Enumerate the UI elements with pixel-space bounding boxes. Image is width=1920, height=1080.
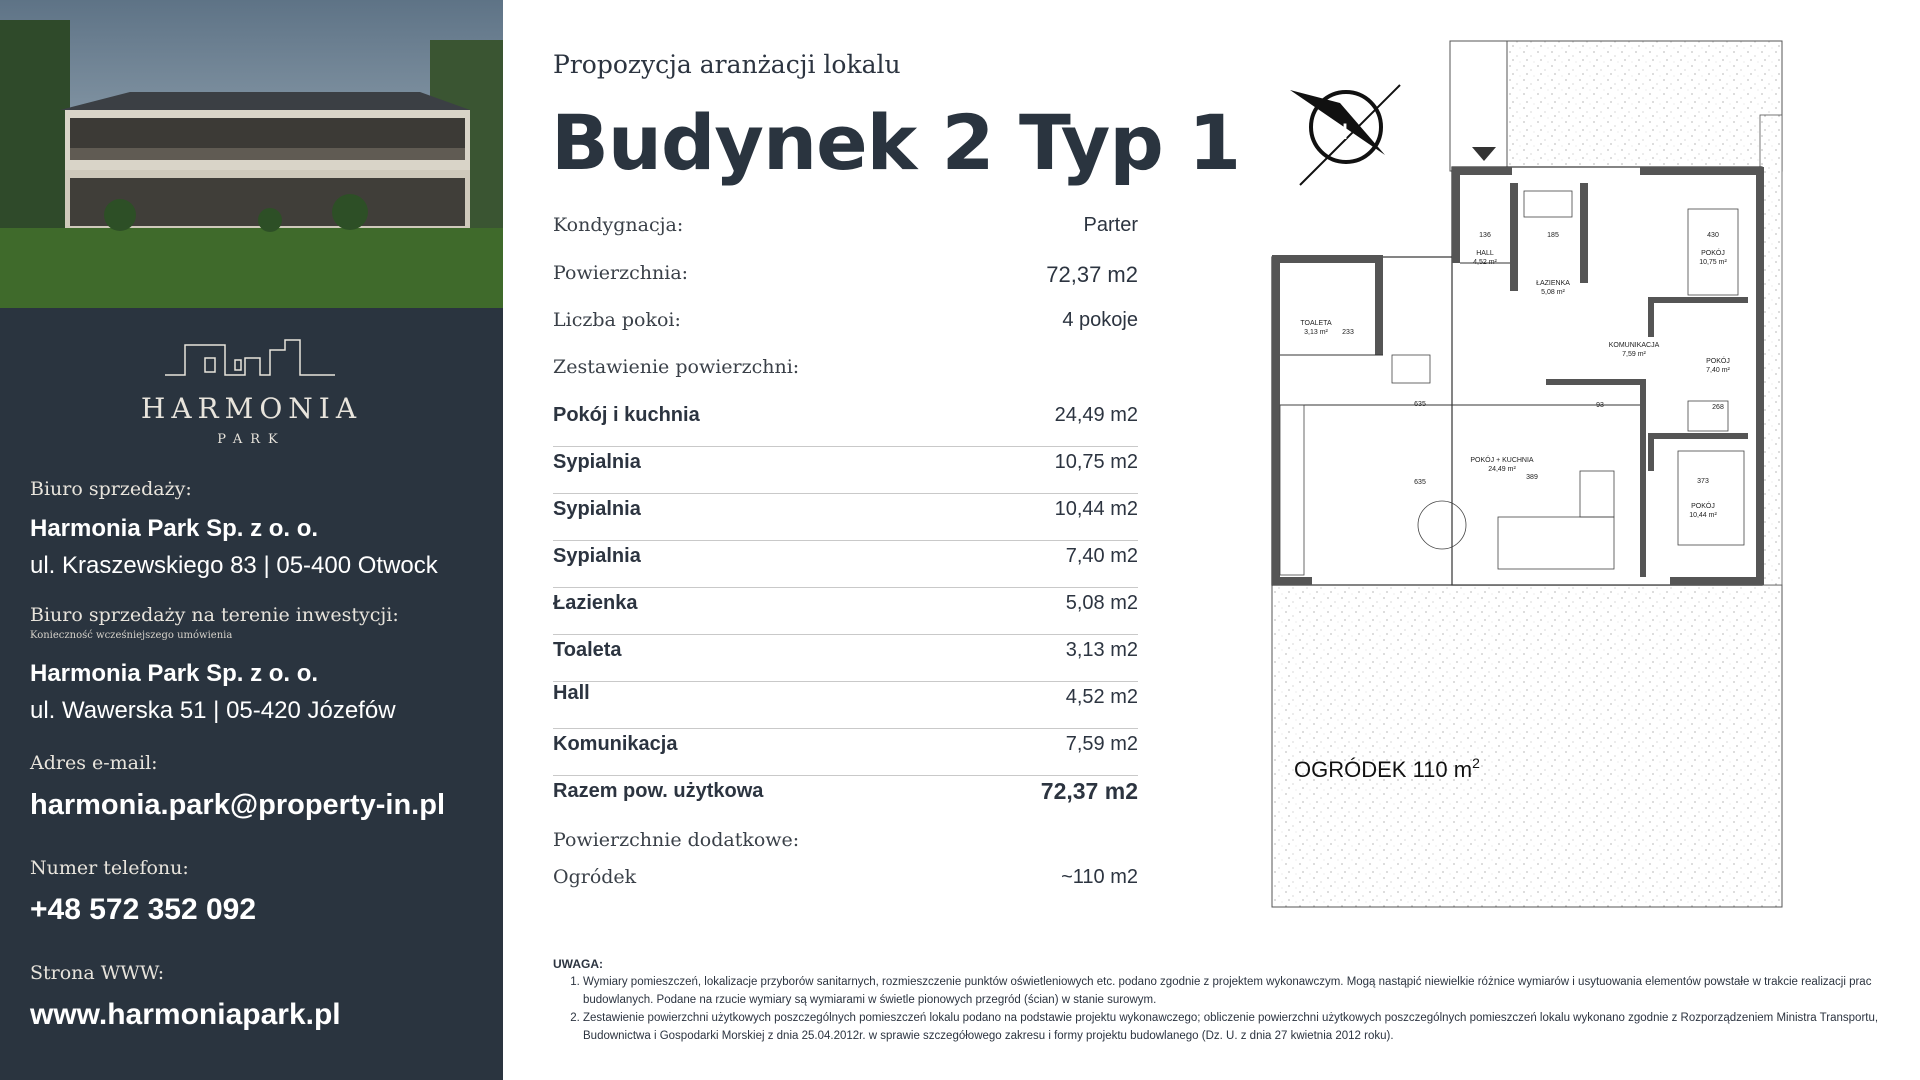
room-area: 5,08 m2 [1065, 592, 1138, 614]
garden-row [553, 866, 1138, 896]
summary-label: Zestawienie powierzchni: [553, 356, 800, 378]
www-label: Strona WWW: [30, 962, 165, 984]
room1-area: 10,75 m² [1699, 259, 1727, 266]
corr-label: KOMUNIKACJA [1608, 342, 1660, 349]
floor-value: Parter [1083, 214, 1138, 236]
corr-area: 7,59 m² [1622, 351, 1646, 358]
living-kitchen-dim-b: 635 [1414, 479, 1426, 486]
notes [553, 955, 1893, 1045]
bath-label: ŁAZIENKA [1536, 280, 1570, 287]
room-area: 10,75 m2 [1054, 451, 1138, 473]
www-link[interactable]: www.harmoniapark.pl [30, 998, 341, 1031]
living-kitchen-dim-a: 635 [1414, 401, 1426, 408]
page-title: Budynek 2 Typ 1 [551, 98, 1241, 187]
brand-name: HARMONIA [140, 392, 363, 425]
sidebar [0, 0, 503, 1080]
rooms-count-value: 4 pokoje [1062, 309, 1138, 331]
extra-label: Powierzchnie dodatkowe: [553, 829, 800, 851]
email-label: Adres e-mail: [30, 752, 158, 774]
area-value: 72,37 m2 [1046, 262, 1138, 287]
rooms-count-label: Liczba pokoi: [553, 309, 681, 331]
hall-label: HALL [1476, 250, 1494, 257]
floor-plan-drawing [1270, 35, 1870, 915]
garden-plan-text: OGRÓDEK 110 m [1294, 757, 1473, 782]
harmonia-park-logo [0, 330, 503, 460]
room3-area: 10,44 m² [1689, 512, 1717, 519]
room-name: Komunikacja [553, 733, 678, 755]
summary-row [553, 356, 1138, 386]
room-row [553, 682, 1138, 729]
site-office-address: ul. Wawerska 51 | 05-420 Józefów [30, 697, 396, 724]
room-area: 7,59 m2 [1065, 733, 1138, 755]
office-company: Harmonia Park Sp. z o. o. [30, 515, 319, 542]
room-name: Toaleta [553, 639, 622, 661]
room2-dim: 268 [1712, 404, 1724, 411]
room-row [553, 541, 1138, 588]
hall-area: 4,52 m² [1473, 259, 1497, 266]
room-row [553, 635, 1138, 682]
wc-area: 3,13 m² [1304, 329, 1328, 336]
total-label: Razem pow. użytkowa [553, 780, 764, 802]
garden-plan-label [1294, 755, 1480, 782]
room2-area: 7,40 m² [1706, 367, 1730, 374]
note-item: 2. Zestawienie powierzchni użytkowych poszczególnych pomieszczeń lokalu podano na podstawie projektu wykonawczego; obliczenie powierzchni użytkowych poszczególnych pomieszczeń lokalu wykonano zgodnie z Rozporządzeniem Ministra Transportu, Budownictwa i Gospodarki Morskiej z dnia 25.04.2012r. w sprawie szczegółowego zakresu i formy projektu budowlanego (Dz. U. z dnia 27 kwietnia 2012 roku). [583, 1009, 1893, 1045]
room3-dim: 373 [1697, 478, 1709, 485]
room1-dim: 430 [1707, 232, 1719, 239]
area-row [553, 262, 1138, 292]
room-area: 4,52 m2 [1065, 686, 1138, 708]
extra-row [553, 829, 1138, 859]
bath-dim: 185 [1547, 232, 1559, 239]
room-area: 10,44 m2 [1054, 498, 1138, 520]
garden-plan-sup: 2 [1472, 755, 1480, 771]
room-area: 24,49 m2 [1054, 404, 1138, 426]
page-subtitle: Propozycja aranżacji lokalu [553, 50, 901, 79]
floor-plan [1270, 35, 1870, 915]
room-name: Łazienka [553, 592, 638, 614]
room-row [553, 447, 1138, 494]
total-value: 72,37 m2 [1040, 778, 1138, 804]
room-area: 3,13 m2 [1065, 639, 1138, 661]
floor-label: Kondygnacja: [553, 214, 684, 236]
area-label: Powierzchnia: [553, 262, 689, 284]
phone-label: Numer telefonu: [30, 857, 189, 879]
garden-label: Ogródek [553, 866, 637, 888]
email-link[interactable]: harmonia.park@property-in.pl [30, 789, 446, 821]
office-label: Biuro sprzedaży: [30, 478, 192, 500]
phone-link[interactable]: +48 572 352 092 [30, 893, 257, 926]
site-office-label: Biuro sprzedaży na terenie inwestycji: [30, 604, 399, 626]
garden-area [1272, 585, 1782, 907]
site-office-note: Konieczność wcześniejszego umówienia [30, 630, 233, 641]
notes-heading: UWAGA: [553, 957, 603, 971]
room-row [553, 494, 1138, 541]
room2-label: POKÓJ [1706, 358, 1730, 365]
room-name: Pokój i kuchnia [553, 404, 700, 426]
room1-label: POKÓJ [1701, 250, 1725, 257]
room-name: Hall [553, 682, 590, 704]
bath-area: 5,08 m² [1541, 289, 1565, 296]
room-row [553, 588, 1138, 635]
wc-dim: 233 [1342, 329, 1354, 336]
rooms-count-row [553, 309, 1138, 339]
garden-value: ~110 m2 [1061, 866, 1138, 888]
wc-label: TOALETA [1300, 320, 1332, 327]
living-kitchen-dim-d: 93 [1596, 402, 1604, 409]
room3-label: POKÓJ [1691, 503, 1715, 510]
room-row [553, 729, 1138, 776]
floor-row [553, 214, 1138, 244]
site-office-company: Harmonia Park Sp. z o. o. [30, 660, 319, 687]
compass-letter: N [1332, 119, 1348, 144]
room-name: Sypialnia [553, 545, 641, 567]
office-address: ul. Kraszewskiego 83 | 05-400 Otwock [30, 552, 438, 579]
room-area: 7,40 m2 [1065, 545, 1138, 567]
living-kitchen-area: 24,49 m² [1488, 466, 1516, 473]
building-photo [0, 0, 503, 308]
hall-dim: 136 [1479, 232, 1491, 239]
living-kitchen-label: POKÓJ + KUCHNIA [1470, 457, 1534, 464]
room-name: Sypialnia [553, 451, 641, 473]
room-row [553, 400, 1138, 447]
brand-sub: PARK [217, 432, 286, 447]
living-kitchen-dim-c: 389 [1526, 474, 1538, 481]
room-name: Sypialnia [553, 498, 641, 520]
note-item: 1. Wymiary pomieszczeń, lokalizacje przyborów sanitarnych, rozmieszczenie punktów oświetleniowych etc. podano zgodnie z projektem wykonawczym. Mogą nastąpić niewielkie różnice wymiarów i usytuowania elementów powstałe w trakcie realizacji prac budowlanych. Podane na rzucie wymiary są wymiarami w świetle pionowych przegród (ścian) w stanie surowym. [583, 973, 1893, 1009]
total-row [553, 780, 1138, 810]
